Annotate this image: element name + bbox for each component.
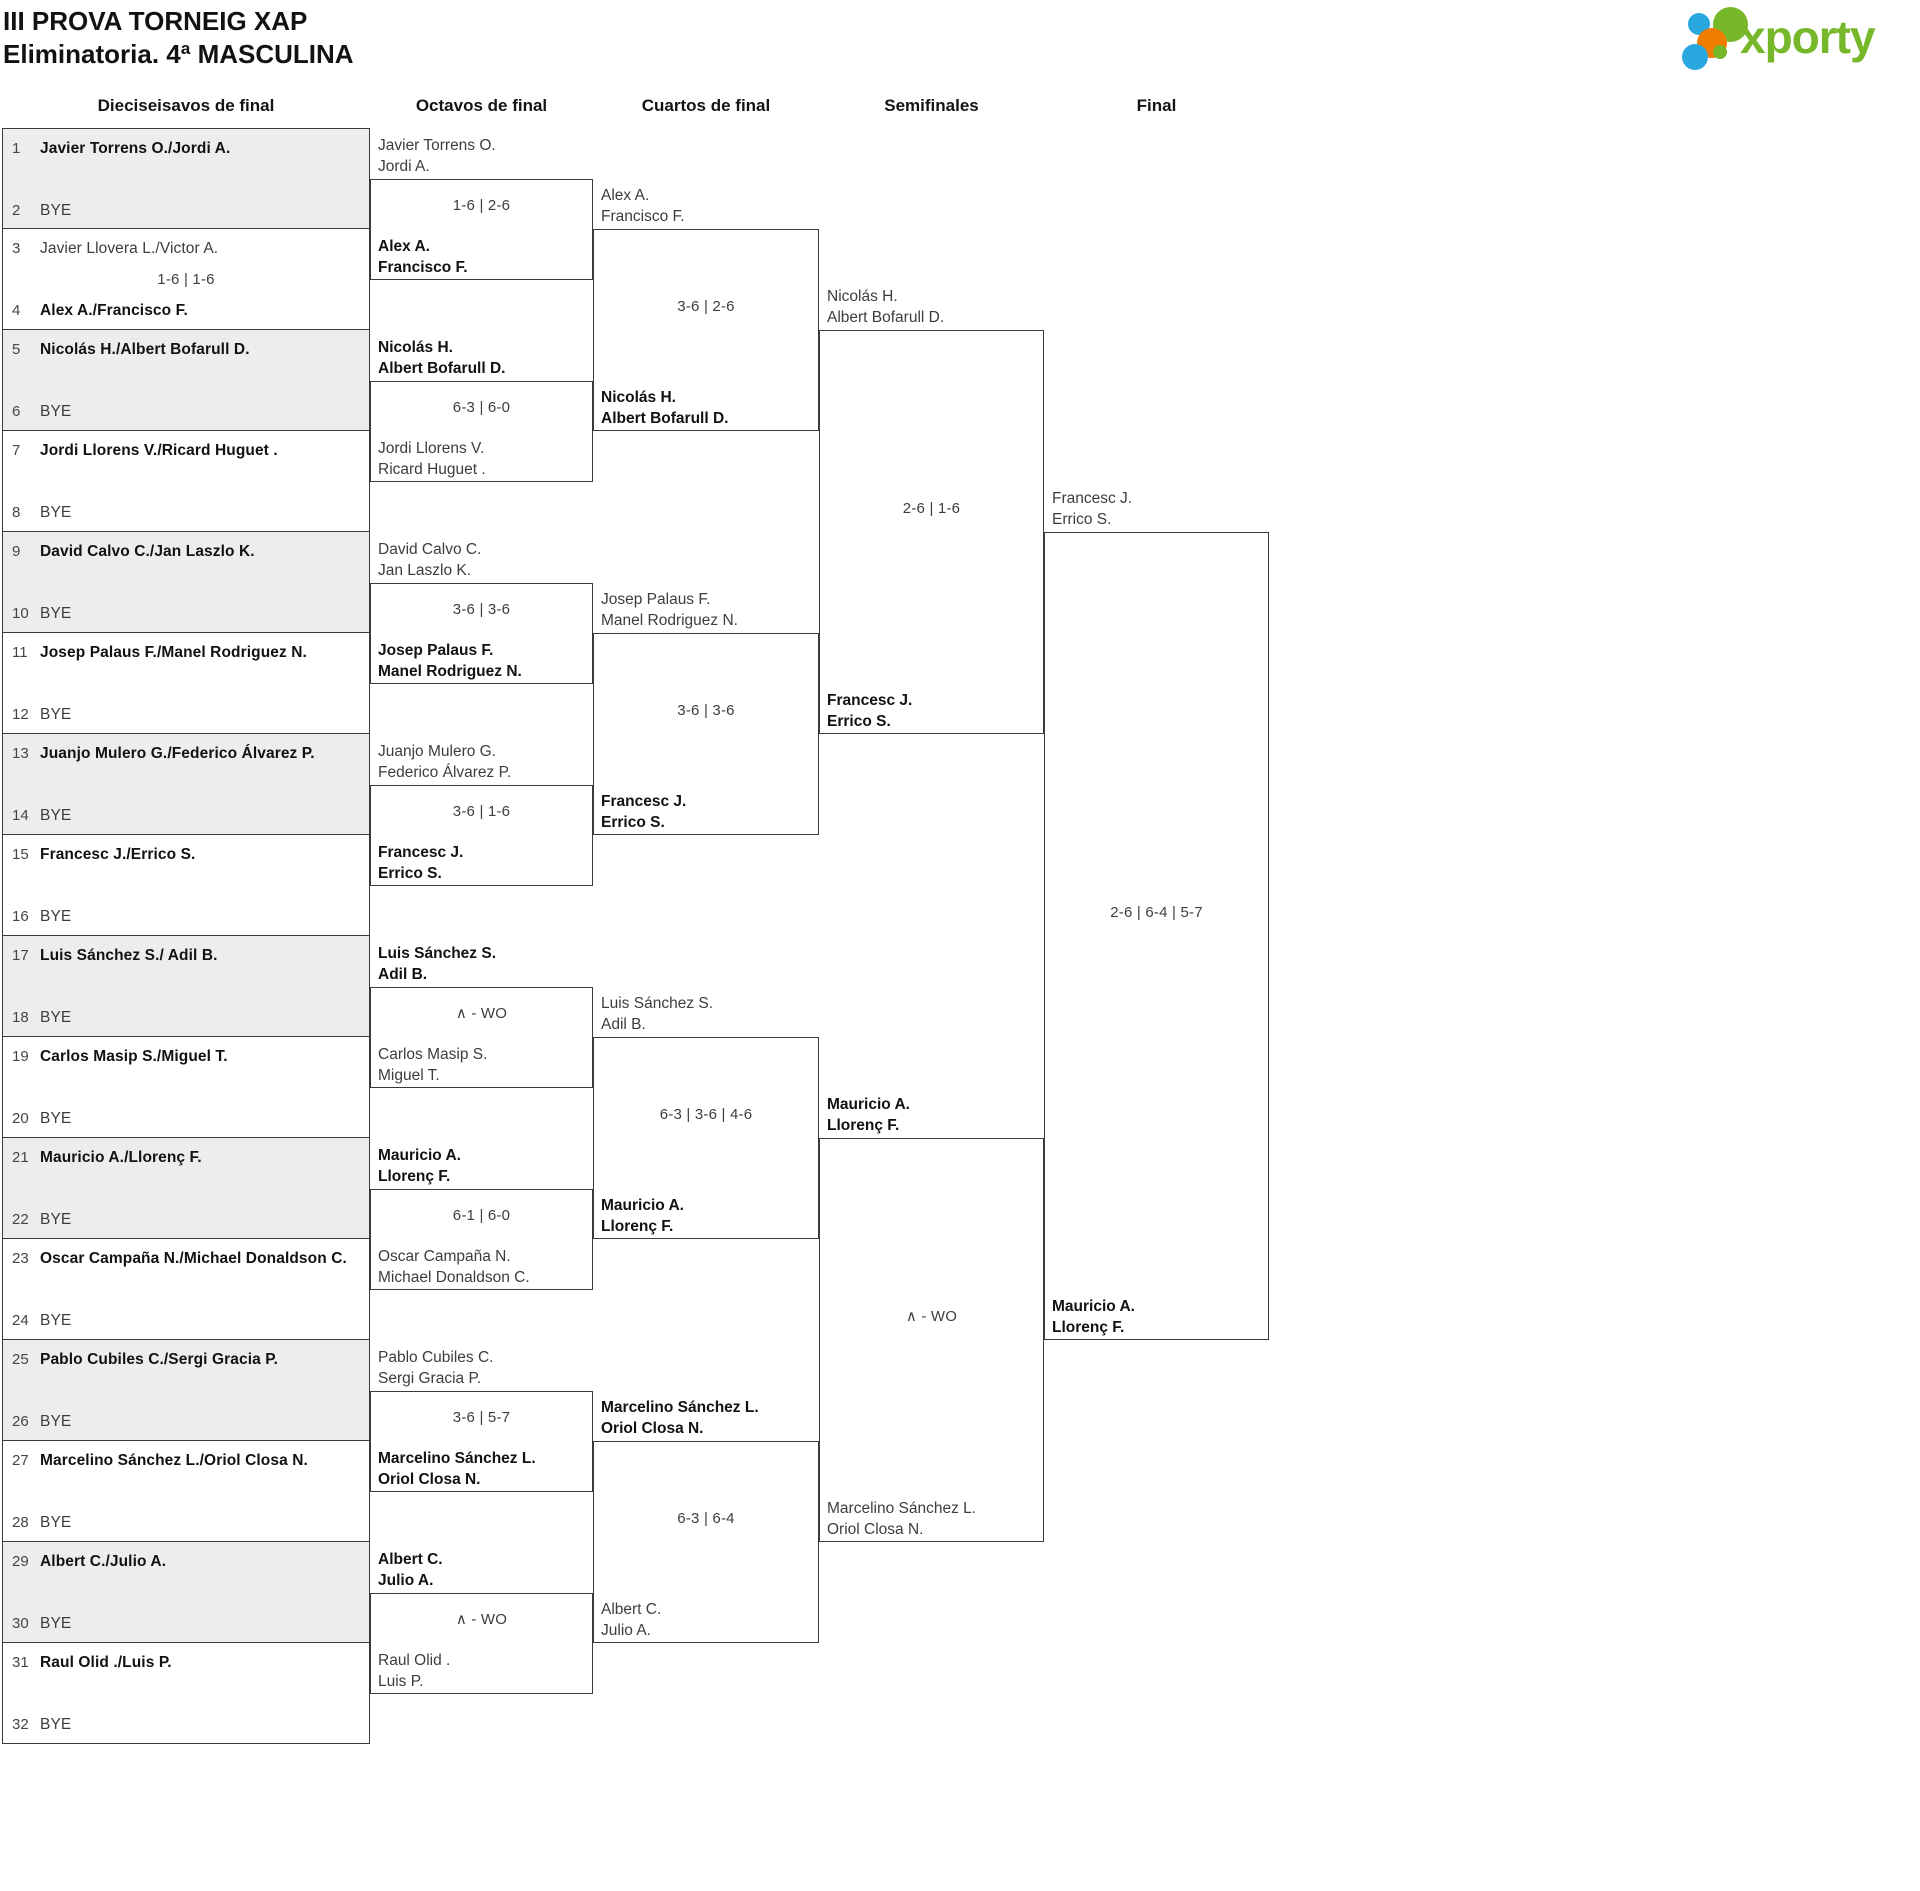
round-header-octavos: Octavos de final: [415, 96, 548, 115]
slot-number: 18: [12, 1009, 29, 1026]
slot-number: 32: [12, 1716, 29, 1733]
r32-match-11: [2, 1138, 370, 1239]
participant-label[interactable]: [378, 234, 587, 278]
slot-number: 6: [12, 403, 21, 420]
slot-name: BYE: [40, 1514, 72, 1531]
r32-match-3: [2, 330, 370, 431]
tournament-title: III PROVA TORNEIG XAP: [3, 6, 308, 36]
round-header-semifinales: Semifinales: [884, 96, 979, 115]
slot-name: Carlos Masip S./Miguel T.: [40, 1048, 228, 1065]
bracket-slot-10: [3, 605, 369, 623]
participant-label[interactable]: [827, 1092, 1038, 1136]
slot-name: BYE: [40, 504, 72, 521]
slot-number: 5: [12, 341, 21, 358]
participant-label[interactable]: [827, 284, 1038, 328]
bracket-slot-1[interactable]: [3, 140, 369, 158]
participant-name-line: Javier Torrens O.: [378, 136, 496, 154]
r32-match-12: [2, 1239, 370, 1340]
participant-name-line: Errico S.: [601, 814, 665, 831]
bracket-slot-6: [3, 403, 369, 421]
r32-match-1: [2, 128, 370, 229]
participant-name-line: Federico Álvarez P.: [378, 763, 512, 781]
bracket-slot-7[interactable]: [3, 442, 369, 460]
slot-name: Javier Llovera L./Victor A.: [40, 240, 219, 257]
r32-match-15: [2, 1542, 370, 1643]
participant-name-line: Sergi Gracia P.: [378, 1369, 482, 1387]
bracket-slot-14: [3, 807, 369, 825]
logo-wordmark: xporty: [1740, 11, 1875, 63]
slot-name: BYE: [40, 1009, 72, 1026]
participant-label[interactable]: [1052, 1294, 1263, 1338]
slot-number: 3: [12, 240, 21, 257]
slot-name: Alex A./Francisco F.: [40, 302, 188, 319]
participant-label[interactable]: [378, 1547, 587, 1591]
bracket-slot-13[interactable]: [3, 745, 369, 763]
slot-number: 29: [12, 1553, 29, 1570]
bracket-slot-3[interactable]: [3, 240, 369, 258]
participant-name-line: Marcelino Sánchez L.: [378, 1449, 536, 1467]
participant-name-line: Llorenç F.: [827, 1117, 900, 1134]
participant-label[interactable]: [601, 587, 813, 631]
participant-name-line: Nicolás H.: [378, 338, 453, 356]
r32-match-5: [2, 532, 370, 633]
slot-name: Javier Torrens O./Jordi A.: [40, 140, 231, 157]
slot-number: 20: [12, 1110, 29, 1127]
slot-name: Nicolás H./Albert Bofarull D.: [40, 341, 250, 358]
bracket-slot-18: [3, 1009, 369, 1027]
r32-match-4: [2, 431, 370, 532]
slot-name: Albert C./Julio A.: [40, 1553, 167, 1570]
slot-number: 26: [12, 1413, 29, 1430]
bracket-slot-32: [3, 1716, 369, 1734]
participant-label[interactable]: [378, 1042, 587, 1086]
participant-name-line: Oriol Closa N.: [601, 1420, 704, 1437]
match-score[interactable]: 2-6 | 6-4 | 5-7: [1110, 904, 1203, 921]
slot-name: Luis Sánchez S./ Adil B.: [40, 947, 218, 964]
slot-name: Mauricio A./Llorenç F.: [40, 1149, 202, 1166]
slot-number: 22: [12, 1211, 29, 1228]
participant-name-line: Juanjo Mulero G.: [378, 742, 497, 760]
slot-name: BYE: [40, 807, 72, 824]
participant-name-line: Ricard Huguet .: [378, 460, 486, 478]
participant-name-line: Raul Olid .: [378, 1651, 451, 1669]
participant-label[interactable]: [378, 1446, 587, 1490]
slot-number: 10: [12, 605, 29, 622]
participant-name-line: Michael Donaldson C.: [378, 1268, 530, 1286]
slot-number: 15: [12, 846, 29, 863]
slot-name: BYE: [40, 1615, 72, 1632]
round-header-cuartos: Cuartos de final: [641, 96, 771, 115]
participant-name-line: Julio A.: [378, 1571, 434, 1589]
bracket-slot-31[interactable]: [3, 1654, 369, 1672]
bracket-slot-15[interactable]: [3, 846, 369, 864]
bracket-slot-30: [3, 1615, 369, 1633]
slot-name: David Calvo C./Jan Laszlo K.: [40, 543, 255, 560]
bracket-slot-17[interactable]: [3, 947, 369, 965]
logo-dot-blue-bottom: [1682, 44, 1708, 70]
slot-number: 2: [12, 202, 21, 219]
participant-name-line: Francesc J.: [601, 793, 687, 810]
participant-label[interactable]: [601, 789, 813, 833]
slot-number: 13: [12, 745, 29, 762]
match-score[interactable]: 3-6 | 3-6: [677, 702, 735, 719]
participant-name-line: Albert C.: [378, 1550, 443, 1568]
slot-number: 17: [12, 947, 29, 964]
slot-name: BYE: [40, 1312, 72, 1329]
participant-name-line: Luis Sánchez S.: [601, 995, 714, 1012]
participant-name-line: Alex A.: [378, 237, 430, 255]
match-score[interactable]: 3-6 | 3-6: [452, 601, 511, 618]
participant-name-line: Albert Bofarull D.: [378, 359, 506, 377]
participant-label[interactable]: [601, 385, 813, 429]
participant-name-line: Josep Palaus F.: [601, 591, 711, 608]
participant-name-line: Mauricio A.: [378, 1146, 461, 1164]
bracket-slot-2: [3, 202, 369, 220]
participant-name-line: Manel Rodriguez N.: [601, 612, 738, 629]
slot-name: BYE: [40, 202, 72, 219]
participant-label[interactable]: [378, 436, 587, 480]
participant-label[interactable]: [378, 1143, 587, 1187]
sf-match-1: [819, 330, 1044, 734]
participant-label[interactable]: [378, 1345, 587, 1389]
participant-label[interactable]: [378, 1648, 587, 1692]
participant-name-line: Marcelino Sánchez L.: [827, 1500, 977, 1517]
slot-name: BYE: [40, 1110, 72, 1127]
slot-name: Pablo Cubiles C./Sergi Gracia P.: [40, 1351, 279, 1368]
participant-name-line: Albert C.: [601, 1601, 662, 1618]
slot-name: BYE: [40, 1413, 72, 1430]
r32-match-8: [2, 835, 370, 936]
slot-number: 7: [12, 442, 21, 459]
participant-name-line: Llorenç F.: [1052, 1319, 1125, 1336]
participant-name-line: Mauricio A.: [827, 1096, 910, 1113]
slot-number: 16: [12, 908, 29, 925]
sf-match-2: [819, 1138, 1044, 1542]
slot-number: 19: [12, 1048, 29, 1065]
page-title: [3, 5, 354, 71]
bracket-slot-25[interactable]: [3, 1351, 369, 1369]
slot-number: 21: [12, 1149, 29, 1166]
participant-name-line: Miguel T.: [378, 1066, 440, 1084]
slot-number: 25: [12, 1351, 29, 1368]
slot-number: 14: [12, 807, 29, 824]
bracket-slot-24: [3, 1312, 369, 1330]
participant-name-line: Mauricio A.: [1052, 1298, 1135, 1315]
participant-name-line: David Calvo C.: [378, 540, 482, 558]
slot-number: 27: [12, 1452, 29, 1469]
slot-name: Marcelino Sánchez L./Oriol Closa N.: [40, 1452, 308, 1469]
bracket-slot-21[interactable]: [3, 1149, 369, 1167]
match-score[interactable]: ∧ - WO: [455, 1005, 508, 1022]
participant-label[interactable]: [378, 840, 587, 884]
slot-number: 8: [12, 504, 21, 521]
slot-name: Jordi Llorens V./Ricard Huguet .: [40, 442, 278, 459]
bracket-slot-28: [3, 1514, 369, 1532]
slot-name: Raul Olid ./Luis P.: [40, 1654, 172, 1671]
participant-name-line: Francesc J.: [1052, 490, 1133, 507]
r32-match-6: [2, 633, 370, 734]
slot-name: Josep Palaus F./Manel Rodriguez N.: [40, 644, 307, 661]
participant-name-line: Jan Laszlo K.: [378, 561, 472, 579]
match-score[interactable]: 1-6 | 1-6: [157, 270, 215, 288]
match-score[interactable]: 2-6 | 1-6: [902, 500, 961, 517]
slot-number: 9: [12, 543, 21, 560]
round-header-final: Final: [1136, 96, 1177, 115]
participant-name-line: Oriol Closa N.: [827, 1521, 924, 1538]
participant-label[interactable]: [378, 537, 587, 581]
participant-label[interactable]: [601, 183, 813, 227]
match-score[interactable]: 6-1 | 6-0: [452, 1207, 511, 1224]
participant-name-line: Josep Palaus F.: [378, 641, 494, 659]
slot-number: 12: [12, 706, 29, 723]
bracket-slot-19[interactable]: [3, 1048, 369, 1066]
bracket-slot-29[interactable]: [3, 1553, 369, 1571]
r32-match-9: [2, 936, 370, 1037]
participant-name-line: Albert Bofarull D.: [601, 410, 729, 427]
slot-number: 28: [12, 1514, 29, 1531]
r32-match-7: [2, 734, 370, 835]
participant-name-line: Luis Sánchez S.: [378, 944, 497, 962]
slot-name: Juanjo Mulero G./Federico Álvarez P.: [40, 745, 315, 762]
participant-name-line: Albert Bofarull D.: [827, 309, 945, 326]
participant-name-line: Luis P.: [378, 1672, 424, 1690]
participant-name-line: Llorenç F.: [601, 1218, 674, 1235]
bracket-slot-4[interactable]: [3, 302, 369, 320]
r32-match-10: [2, 1037, 370, 1138]
participant-name-line: Alex A.: [601, 187, 650, 204]
slot-number: 31: [12, 1654, 29, 1671]
bracket-slot-22: [3, 1211, 369, 1229]
participant-name-line: Francisco F.: [378, 258, 468, 276]
slot-number: 1: [12, 140, 21, 157]
participant-name-line: Mauricio A.: [601, 1197, 684, 1214]
slot-number: 30: [12, 1615, 29, 1632]
slot-name: BYE: [40, 1211, 72, 1228]
participant-name-line: Errico S.: [827, 713, 891, 730]
r32-match-16: [2, 1643, 370, 1744]
bracket-slot-16: [3, 908, 369, 926]
participant-label[interactable]: [378, 133, 587, 177]
participant-name-line: Nicolás H.: [601, 389, 676, 406]
participant-label[interactable]: [378, 1244, 587, 1288]
participant-name-line: Carlos Masip S.: [378, 1045, 488, 1063]
match-score[interactable]: 6-3 | 6-0: [452, 399, 511, 416]
bracket-slot-26: [3, 1413, 369, 1431]
participant-name-line: Adil B.: [601, 1016, 646, 1033]
slot-name: Oscar Campaña N./Michael Donaldson C.: [40, 1250, 347, 1267]
final-match-1: [1044, 532, 1269, 1340]
logo-dot-green-small: [1713, 45, 1727, 59]
match-score[interactable]: 1-6 | 2-6: [452, 197, 511, 214]
match-score[interactable]: ∧ - WO: [455, 1611, 508, 1628]
match-score[interactable]: 3-6 | 2-6: [677, 298, 735, 315]
participant-label[interactable]: [1052, 486, 1263, 530]
participant-label[interactable]: [378, 739, 587, 783]
participant-label[interactable]: [601, 1597, 813, 1641]
participant-label[interactable]: [378, 638, 587, 682]
participant-label[interactable]: [601, 1193, 813, 1237]
slot-name: BYE: [40, 1716, 72, 1733]
bracket-slot-8: [3, 504, 369, 522]
participant-name-line: Francesc J.: [378, 843, 464, 861]
participant-label[interactable]: [601, 1395, 813, 1439]
slot-name: BYE: [40, 908, 72, 925]
participant-label[interactable]: [378, 335, 587, 379]
bracket-slot-27[interactable]: [3, 1452, 369, 1470]
participant-name-line: Manel Rodriguez N.: [378, 662, 522, 680]
slot-name: BYE: [40, 706, 72, 723]
bracket-slot-12: [3, 706, 369, 724]
slot-name: Francesc J./Errico S.: [40, 846, 196, 863]
participant-label[interactable]: [827, 1496, 1038, 1540]
match-score[interactable]: ∧ - WO: [905, 1308, 958, 1325]
participant-name-line: Oriol Closa N.: [378, 1470, 481, 1488]
participant-name-line: Nicolás H.: [827, 288, 898, 305]
bracket-slot-5[interactable]: [3, 341, 369, 359]
tournament-subtitle: Eliminatoria. 4ª MASCULINA: [3, 39, 354, 69]
participant-name-line: Pablo Cubiles C.: [378, 1348, 494, 1366]
r32-match-2: [2, 229, 370, 330]
slot-number: 24: [12, 1312, 29, 1329]
match-score[interactable]: 3-6 | 1-6: [452, 803, 511, 820]
slot-name: BYE: [40, 605, 72, 622]
participant-name-line: Francisco F.: [601, 208, 685, 225]
bracket-slot-20: [3, 1110, 369, 1128]
participant-name-line: Jordi Llorens V.: [378, 439, 485, 457]
r32-match-14: [2, 1441, 370, 1542]
participant-name-line: Adil B.: [378, 965, 428, 983]
round-header-dieciseisavos: Dieciseisavos de final: [97, 96, 275, 115]
slot-number: 4: [12, 302, 21, 319]
participant-name-line: Llorenç F.: [378, 1167, 451, 1185]
xporty-logo[interactable]: [1680, 4, 1908, 72]
r32-match-13: [2, 1340, 370, 1441]
participant-name-line: Errico S.: [1052, 511, 1112, 528]
participant-name-line: Marcelino Sánchez L.: [601, 1399, 759, 1416]
participant-label[interactable]: [827, 688, 1038, 732]
bracket-slot-11[interactable]: [3, 644, 369, 662]
match-score[interactable]: 3-6 | 5-7: [452, 1409, 511, 1426]
bracket-slot-9[interactable]: [3, 543, 369, 561]
slot-name: BYE: [40, 403, 72, 420]
participant-name-line: Oscar Campaña N.: [378, 1247, 511, 1265]
match-score[interactable]: 6-3 | 6-4: [677, 1510, 735, 1527]
match-score[interactable]: 6-3 | 3-6 | 4-6: [659, 1106, 753, 1123]
participant-name-line: Francesc J.: [827, 692, 913, 709]
participant-name-line: Julio A.: [601, 1622, 651, 1639]
participant-name-line: Jordi A.: [378, 157, 430, 175]
participant-name-line: Errico S.: [378, 864, 442, 882]
bracket-slot-23[interactable]: [3, 1250, 369, 1268]
slot-number: 23: [12, 1250, 29, 1267]
participant-label[interactable]: [378, 941, 587, 985]
participant-label[interactable]: [601, 991, 813, 1035]
slot-number: 11: [12, 644, 28, 661]
